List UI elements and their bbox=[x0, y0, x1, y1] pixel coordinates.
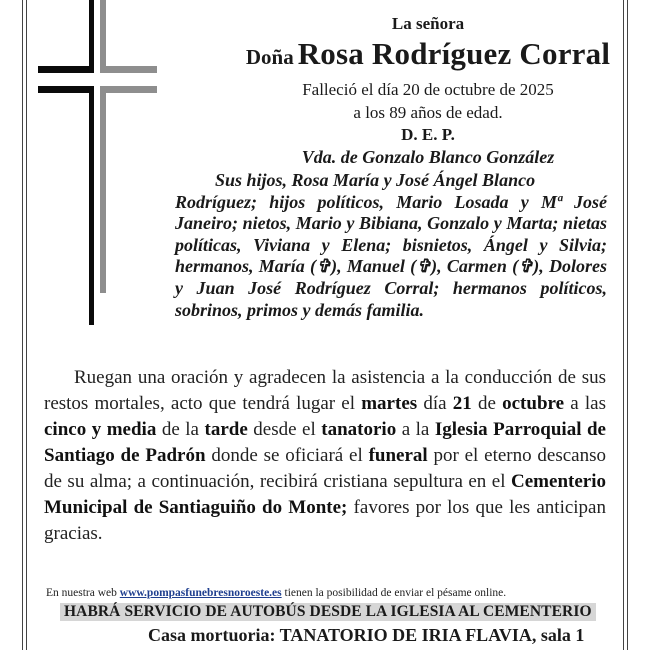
ceremony-highlight: 21 bbox=[452, 393, 472, 414]
deceased-name-line bbox=[200, 36, 650, 72]
death-date: Falleció el día 20 de octubre de 2025 bbox=[302, 80, 554, 99]
ceremony-text: de la bbox=[156, 419, 205, 440]
ceremony-highlight: Iglesia Parroquial de Santiago de Padrón bbox=[44, 419, 606, 466]
ceremony-text: favores por los que les anticipan gracias. bbox=[44, 497, 606, 544]
family-rest: Rodríguez; hijos políticos, Mario Losada y Mª José Janeiro; nietos, Mario y Bibiana, Gonzalo y Marta; nietas políticas, Viviana y Elena; bisnietos, Ángel y Silvia; hermanos, María (✞), Manuel (✞), Carmen (✞), Dolores y Juan José Rodríguez Corral; hermanos políticos, sobrinos, primos y demás familia. bbox=[175, 191, 607, 320]
ceremony-text: donde se oficiará el bbox=[205, 445, 369, 466]
cross-arm-upper bbox=[38, 66, 94, 73]
ceremony-paragraph bbox=[44, 365, 606, 547]
web-suffix: tienen la posibilidad de enviar el pésame online. bbox=[281, 587, 507, 599]
casa-mortuoria: Casa mortuoria: TANATORIO DE IRIA FLAVIA, sala 1 bbox=[148, 625, 585, 645]
cross-vertical-top bbox=[89, 0, 94, 73]
widow-of: Vda. de Gonzalo Blanco González bbox=[301, 147, 555, 167]
ceremony-text: por el eterno descanso de su alma; a continuación, recibirá cristiana sepultura en el bbox=[44, 445, 606, 492]
ceremony-text: a la bbox=[396, 419, 435, 440]
ceremony-highlight: martes bbox=[361, 393, 418, 414]
cross-vertical-bottom bbox=[89, 86, 94, 325]
web-notice bbox=[46, 587, 506, 599]
website-link[interactable]: www.pompasfunebresnoroeste.es bbox=[119, 587, 282, 599]
bus-notice: HABRÁ SERVICIO DE AUTOBÚS DESDE LA IGLESIA AL CEMENTERIO bbox=[60, 603, 596, 621]
deceased-name: Rosa Rodríguez Corral bbox=[297, 36, 611, 71]
family-list bbox=[175, 170, 607, 321]
ceremony-text: desde el bbox=[247, 419, 322, 440]
cross-shadow-arm-upper bbox=[100, 66, 157, 73]
ceremony-highlight: octubre bbox=[502, 393, 565, 414]
ceremony-highlight: tarde bbox=[204, 419, 248, 440]
web-prefix: En nuestra web bbox=[46, 587, 120, 599]
ceremony-highlight: tanatorio bbox=[321, 419, 397, 440]
cross-shadow-vertical-top bbox=[100, 0, 106, 73]
honorific: Doña bbox=[245, 45, 294, 69]
ceremony-text: Ruegan una oración y agradecen la asistencia a la conducción de sus restos mortales, acto que tendrá lugar el bbox=[44, 367, 606, 414]
ceremony-text: de bbox=[471, 393, 503, 414]
cross-shadow-arm-lower bbox=[100, 86, 157, 93]
ceremony-highlight: funeral bbox=[368, 445, 428, 466]
age: a los 89 años de edad. bbox=[353, 103, 503, 122]
cross-icon bbox=[0, 0, 170, 330]
ceremony-highlight: cinco y media bbox=[44, 419, 157, 440]
family-first-line: Sus hijos, Rosa María y José Ángel Blanco bbox=[215, 170, 536, 190]
ceremony-highlight: Cementerio Municipal de Santiaguiño do Monte; bbox=[44, 471, 606, 518]
cross-arm-lower bbox=[38, 86, 94, 93]
ceremony-text: a las bbox=[564, 393, 606, 414]
dep: D. E. P. bbox=[401, 125, 455, 144]
cross-shadow-vertical-bottom bbox=[100, 86, 106, 293]
title-prefix: La señora bbox=[391, 14, 465, 33]
ceremony-text: día bbox=[417, 393, 453, 414]
